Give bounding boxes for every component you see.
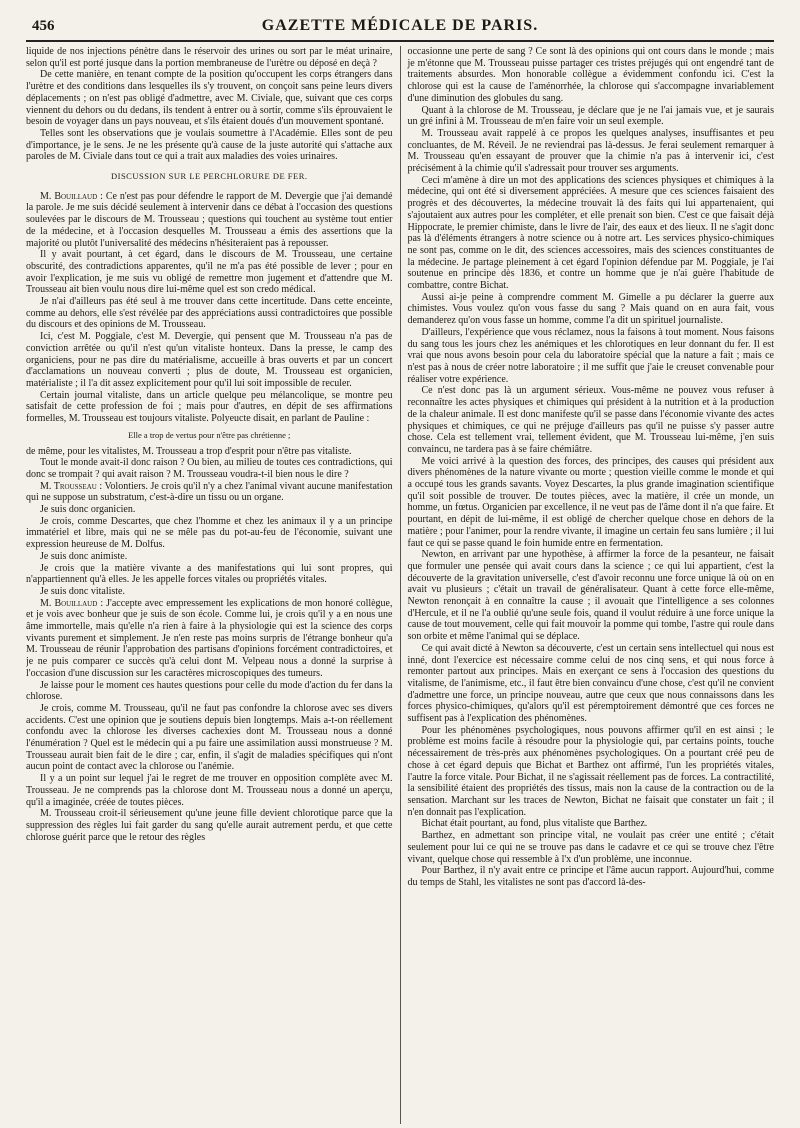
header-rule — [26, 40, 774, 42]
paragraph: M. Trousseau avait rappelé à ce propos les quelques analyses, insuffisantes et peu concluantes, de M. Réveil. Je ne reviendrai pas là-dessus. Je ferai seulement remarquer à M. Trousseau qu'en essayant de prouver que la chimie n'a pas à intervenir ici, c'est précisément à la chimie qu'il s'adressait pour trouver ses arguments. — [407, 127, 774, 175]
paragraph: Quant à la chlorose de M. Trousseau, je déclare que je ne l'ai jamais vue, et je saurais un gré infini à M. Trousseau de m'en faire voir un seul exemple. — [407, 104, 774, 128]
paragraph: occasionne une perte de sang ? Ce sont là des opinions qui ont cours dans le monde ; mais je m'étonne que M. Trousseau puisse partager ces tristes préjugés qui ont engendré tant de traitements absurdes. Mon honorable collègue a évidemment confondu ici. C'est la chlorose qui est la cause de l'aménorrhée, la chlorose qui s'accompagne invariablement d'une diminution des globules du sang. — [407, 46, 774, 104]
paragraph: De cette manière, en tenant compte de la position qu'occupent les corps étrangers dans l'urètre et des conditions dans lesquelles ils s'y trouvent, on conçoit sans peine leurs divers déplacements ; on n'est pas obligé d'admettre, avec M. Civiale, que, suivant que ces corps viennent du dehors ou du dedans, ils tendent à entrer ou à sortir, comme s'ils éprouvaient le besoin de voyager dans un pays nouveau, et s'ils étaient doués d'un mouvement spontané. — [26, 69, 393, 128]
page-number: 456 — [32, 18, 55, 34]
speech-text: : J'accepte avec empressement les explications de mon honoré collègue, et je vois avec bonheur que je suis de son école. Comme lui, je crois qu'il y a en nous une âme immortelle, mais qu'elle n'a rien à faire à la physiologie qui est la science des corps vivants purement et simplement. Je n'en reste pas moins surpris de l'étrange bonheur qu'a M. Trousseau de réunir l'approbation des partisans d'opinions forcément contradictoires, et je ne puis comparer ce succès qu'à celui dont M. Velpeau nous a donné la surprise à l'occasion d'une discussion sur les caractères microscopiques des tumeurs. — [26, 597, 393, 679]
paragraph: liquide de nos injections pénètre dans le réservoir des urines ou sort par le méat urinaire, selon qu'il est porté jusque dans la portion membraneuse de l'urètre ou déposé en deçà ? — [26, 46, 393, 69]
page-header — [26, 12, 774, 38]
paragraph: Il y avait pourtant, à cet égard, dans le discours de M. Trousseau, une certaine obscurité, des contradictions apparentes, qu'il ne m'a pas été possible de lever ; pour en avoir l'explication, je me suis vu obligé de remettre mon jugement et d'attendre que M. Trousseau ait bien voulu nous dire lui-même quel est son credo médical. — [26, 249, 393, 296]
paragraph: Je crois, comme M. Trousseau, qu'il ne faut pas confondre la chlorose avec ses divers accidents. C'est une opinion que je soutiens depuis bien longtemps. Mais a-t-on réellement confondu avec la chlorose les diverses cachexies dont M. Trousseau nous a donné l'énumération ? Quel est le médecin qui a pu faire une assimilation aussi monstrueuse ? M. Trousseau aurait bien fait de le dire ; car, enfin, il s'agit de maladies spécifiques qui n'ont aucun point de contact avec la chlorose ou l'anémie. — [26, 702, 393, 773]
left-column — [26, 46, 393, 1124]
paragraph: Ici, c'est M. Poggiale, c'est M. Devergie, qui pensent que M. Trousseau n'a pas de conviction arrêtée ou qu'il n'est qu'un vitaliste honteux. Dans la presse, le camp des organiciens, pour ne pas dire du matérialisme, accueille à bras ouverts et par un concert d'acclamations un nouveau converti ; plus de doute, M. Trousseau est organicien, matérialiste ; il l'a dit assez explicitement pour qu'il lui soit impossible de reculer. — [26, 331, 393, 389]
speech-paragraph — [26, 191, 393, 250]
paragraph: Tout le monde avait-il donc raison ? Ou bien, au milieu de toutes ces contradictions, qui donc se trompait ? qui avait raison ? M. Trousseau voudra-t-il bien nous le dire ? — [26, 457, 393, 480]
paragraph: Je laisse pour le moment ces hautes questions pour celle du mode d'action du fer dans la chlorose. — [26, 679, 393, 703]
paragraph: Bichat était pourtant, au fond, plus vitaliste que Barthez. — [421, 818, 648, 830]
speaker-name: M. Trousseau — [40, 480, 97, 492]
paragraph: Je crois que la matière vivante a des manifestations qui lui sont propres, qui n'appartiennent qu'à elles. Je les appelle forces vitales ou propriétés vitales. — [26, 562, 393, 586]
speaker-name: M. Bouillaud — [40, 597, 98, 609]
paragraph: Newton, en arrivant par une hypothèse, à affirmer la force de la pesanteur, ne faisait que formuler une pensée qui avait cours dans la science ; ce qui lui appartient, c'est la découverte de la gravitation universelle, c'est d'avoir reconnu une force unique là où on en avait vu plusieurs ; c'était un travail de généralisateur. Quant à cette force elle-même, Newton renonçait à en connaître la cause ; il avouait que l'intelligence a ses colonnes d'Hercule, et il ne l'a oublié qu'une seule fois, quand il voulut réduire à une force unique la cause de tout mouvement, celle qui fait mouvoir la pomme qui tombe, l'astre qui roule dans son orbite et même l'animal qui se déplace. — [407, 549, 774, 643]
paragraph: D'ailleurs, l'expérience que vous réclamez, nous la faisons à tout moment. Nous faisons du sang tous les jours chez les anémiques et les chlorotiques en leur donnant du fer. Il est vrai que nous avons besoin pour cela du laboratoire spécial que la nature a fait ; mais ce n'est pas à nous de créer notre laboratoire ; il me suffit que j'aie le creuset convenable pour réaliser votre expérience. — [407, 326, 774, 385]
paragraph: Pour Barthez, il n'y avait entre ce principe et l'âme aucun rapport. Aujourd'hui, comme du temps de Stahl, les vitalistes ne sont pas d'accord là-des- — [407, 865, 774, 888]
paragraph: Ceci m'amène à dire un mot des applications des sciences physiques et chimiques à la médecine, qui ont été si diversement appréciées. A mesure que ces sciences faisaient des progrès et des découvertes, la médecine trouvait là des faits qui lui appartenaient, qui s'ajoutaient aux autres pour les compléter, et elle prenait son bien. C'est ce que faisait déjà Hippocrate, le premier chimiste, dans le livre de l'air, des eaux et des lieux. Il ne s'agit donc pas là d'éléments étrangers à notre science ou à notre art. Les services physico-chimiques ne sont pas, comme on le dit, des sciences accessoires, mais des sciences constituantes de la médecine. Je partage pleinement à cet égard l'opinion défendue par M. Poggiale, je l'ai soutenue en principe dès 1836, et contre un homme que je n'ai guère l'habitude de combattre, contre Bichat. — [407, 174, 774, 292]
speech-text: : Volontiers. Je crois qu'il n'y a chez l'animal vivant aucune manifestation qui ne suppose un substratum, c'est-à-dire un tissu ou un organe. — [26, 480, 393, 504]
section-heading: DISCUSSION SUR LE PERCHLORURE DE FER. — [110, 171, 308, 182]
paragraph: Pour les phénomènes psychologiques, nous pouvons affirmer qu'il en est ainsi ; le problème est moins facile à résoudre pour la physiologie qui, par certains points, touche nécessairement de très-près aux phénomènes psychologiques. On a pourtant créé peu de chose à cet égard depuis que Bichat et Barthez ont affirmé, l'un les propriétés vitales, l'autre la force vitale. Pour Bichat, il ne s'agissait réellement pas de forces. La contractilité, la sensibilité étaient des propriétés des tissus, mais non la cause de la contraction ou de la sensation. Marchant sur les traces de Newton, Bichat ne faisait que constater un fait ; il n'en donnait pas l'explication. — [407, 724, 774, 818]
paragraph: Aussi ai-je peine à comprendre comment M. Gimelle a pu déclarer la guerre aux chimistes. Vous voulez qu'on vous fasse du sang ? Mais quand on en aura fait, vous demanderez qu'on vous fasse un homme, comme l'a dit un spirituel journaliste. — [407, 291, 774, 327]
column-divider — [400, 46, 401, 1124]
paragraph: Telles sont les observations que je voulais soumettre à l'Académie. Elles sont de peu d'importance, je le sens. Je ne les présente qu'à cause de la juste autorité qui s'attache aux paroles de M. Civiale dans tout ce qui a trait aux maladies des voies urinaires. — [26, 127, 393, 163]
paragraph: Il y a un point sur lequel j'ai le regret de me trouver en opposition complète avec M. Trousseau. Je ne comprends pas la chlorose dont M. Trousseau nous a donné un aperçu, qu'il a imaginée, créée de toutes pièces. — [26, 773, 393, 808]
paragraph: Ce qui avait dicté à Newton sa découverte, c'est un certain sens intellectuel qui nous est inné, dont l'exercice est nécessaire comme celui de nos cinq sens, et qui nous force à remonter partout aux principes. Mais en exerçant ce sens à l'occasion des questions du vitalisme, de l'animisme, etc., il faut être bien convaincu d'une chose, c'est qu'il ne convient d'admettre une force, un principe nouveau, autre que ceux que nous connaissons dans les forces physico-chimiques, qu'alors qu'il est péremptoirement démontré que ces forces ne suffisent pas à l'explication des phénomènes. — [407, 642, 774, 725]
paragraph: Me voici arrivé à la question des forces, des principes, des causes qui président aux divers phénomènes de la nature vivante ou morte ; question vieille comme le monde et qui a occupé tous les grands savants. Voyez Descartes, la plus grande imagination scientifique qu'il soit possible de trouver. De toutes pièces, avec la matière, il crée un monde, un homme, un fœtus. Organicien par excellence, il ne veut pas de l'âme dont il n'a que faire. Et pourtant, en dépit de lui-même, il est obligé de chercher quelque chose en dehors de la matière ; pour l'animer, pour la rendre vivante, il imagine un certain feu sans lumière ; il lui faut ce qui se passe quand le foin humide entre en fermentation. — [407, 455, 774, 549]
paragraph: Barthez, en admettant son principe vital, ne voulait pas créer une entité ; c'était seulement pour lui ce qui ne se trouve pas dans le cadavre et ce qui se trouve chez l'être vivant, quelque chose qui ressemble à l'x d'un problème, une inconnue. — [407, 830, 774, 865]
speech-paragraph — [26, 481, 393, 504]
speech-paragraph — [26, 598, 393, 680]
right-column — [407, 46, 774, 1124]
paragraph: Certain journal vitaliste, dans un article quelque peu mélancolique, se montre peu satisfait de cette profession de foi ; mais pour d'autres, en dépit de ses affirmations formelles, M. Trousseau est toujours vitaliste. Polyeucte disait, en parlant de Pauline : — [26, 389, 393, 425]
paragraph: Je suis donc animiste. — [40, 550, 128, 562]
paragraph: Je suis donc vitaliste. — [40, 585, 125, 597]
paragraph: Je n'ai d'ailleurs pas été seul à me trouver dans cette incertitude. Dans cette enceinte, comme au dehors, elle s'est révélée par des appréciations aussi contradictoires que possible du discours et des opinions de M. Trousseau. — [26, 296, 393, 331]
paragraph: Je suis donc organicien. — [40, 504, 136, 516]
paragraph: Ce n'est donc pas là un argument sérieux. Vous-même ne pouvez vous refuser à reconnaître les actes physiques et chimiques qui président à la nutrition et à la production de la chaleur animale. Il est donc manifeste qu'il se passe dans l'économie vivante des actes physiques et chimiques, ce qui ne préjuge d'ailleurs pas qu'il ne puisse s'y passer autre chose. Cela est tellement vrai, tellement évident, que M. Trousseau lui-même, j'en suis convaincu, ne tardera pas à se faire chémiâtre. — [407, 385, 774, 455]
speaker-name: M. Bouillaud — [40, 190, 98, 202]
paragraph: Je crois, comme Descartes, que chez l'homme et chez les animaux il y a un principe immatériel et libre, mais qui ne se mêle pas du pot-au-feu de l'économie, suivant une expression heureuse de M. Dolfus. — [26, 515, 393, 551]
paragraph: de même, pour les vitalistes, M. Trousseau a trop d'esprit pour n'être pas vitaliste. — [26, 445, 352, 457]
paragraph: M. Trousseau croit-il sérieusement qu'une jeune fille devient chlorotique parce que la suppression des règles lui fait garder du sang qu'elle aurait autrement perdu, et que cette chlorose guérit parce que le retour des règles — [26, 808, 393, 843]
text-columns — [26, 46, 774, 1124]
speech-text: : Ce n'est pas pour défendre le rapport de M. Devergie que j'ai demandé la parole. Je me suis décidé seulement à intervenir dans ce débat à l'occasion des questions soulevées par le discours de M. Trousseau ; questions qui touchent au système tout entier de la médecine, et à l'occasion desquelles M. Trousseau a émis des assertions que la majorité ou plutôt l'universalité des médecins n'hésiteraient pas à repousser. — [26, 190, 393, 249]
journal-title: GAZETTE MÉDICALE DE PARIS. — [261, 17, 539, 34]
verse-quote: Elle a trop de vertus pour n'être pas chrétienne ; — [128, 429, 291, 440]
